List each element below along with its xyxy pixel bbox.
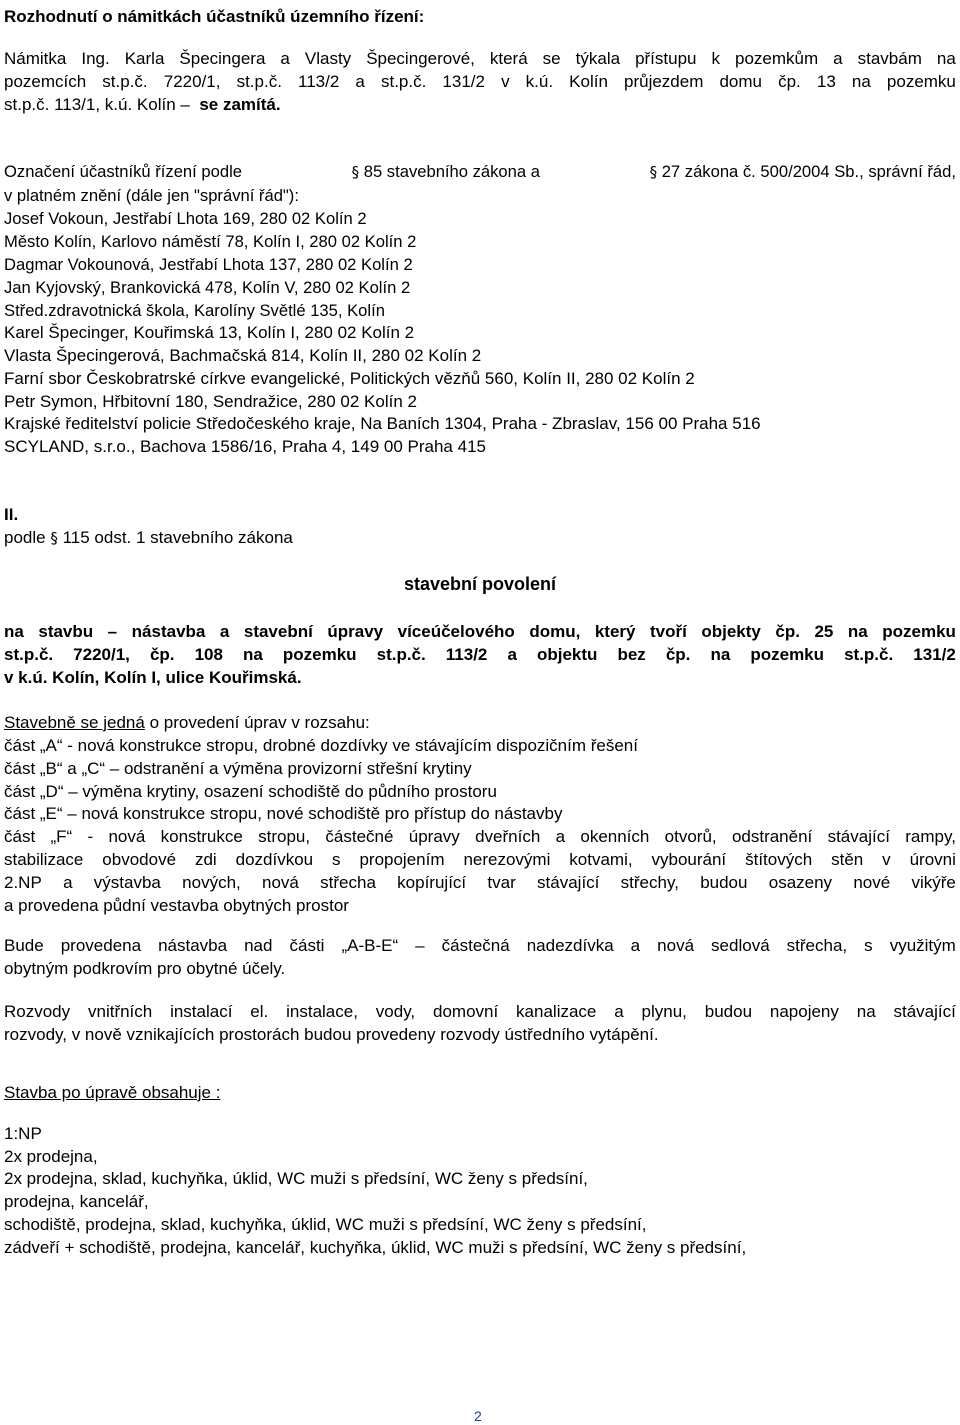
scope-part-f-3: 2.NP a výstavba nových, nová střecha kopírující tvar stávající střechy, budou osazeny nové vikýře <box>4 873 956 892</box>
contents-item: 2x prodejna, <box>4 1147 98 1166</box>
scope-part: část „E“ – nová konstrukce stropu, nové schodiště pro přístup do nástavby <box>4 804 563 823</box>
participant-item: Karel Špecinger, Kouřimská 13, Kolín I, 280 02 Kolín 2 <box>4 323 415 342</box>
contents-item: zádveří + schodiště, prodejna, kancelář, kuchyňka, úklid, WC muži s předsíní, WC ženy s předsíní, <box>4 1238 747 1257</box>
participant-item: Město Kolín, Karlovo náměstí 78, Kolín I, 280 02 Kolín 2 <box>4 232 417 251</box>
scope-part: část „D“ – výměna krytiny, osazení schodiště do půdního prostoru <box>4 782 497 801</box>
participant-item: Petr Symon, Hřbitovní 180, Sendražice, 280 02 Kolín 2 <box>4 392 417 411</box>
extension-line-1: Bude provedena nástavba nad části „A-B-E“ – částečná nadezdívka a nová sedlová střecha, s využitým <box>4 936 956 955</box>
contents-item: prodejna, kancelář, <box>4 1192 149 1211</box>
legal-basis-a: podle <box>4 528 46 547</box>
scope-intro-underlined: Stavebně se jedná <box>4 713 145 732</box>
legal-basis <box>4 527 293 549</box>
objection-line-1: Námitka Ing. Karla Špecingera a Vlasty Špecingerové, která se týkala přístupu k pozemkům a stavbám na <box>4 49 956 68</box>
objection-parcel: st.p.č. 113/1, k.ú. Kolín – <box>4 95 190 114</box>
section-sign-icon: § <box>351 163 360 181</box>
contents-item: schodiště, prodejna, sklad, kuchyňka, úklid, WC muži s předsíní, WC ženy s předsíní, <box>4 1215 647 1234</box>
participant-item: Dagmar Vokounová, Jestřabí Lhota 137, 280 02 Kolín 2 <box>4 255 413 274</box>
objection-verdict: se zamítá. <box>199 95 281 114</box>
participants-intro-2: v platném znění (dále jen "správní řád"): <box>4 186 299 205</box>
objection-line-3 <box>4 94 281 116</box>
scope-part-f-2: stabilizace obvodové zdi dozdívkou s propojením nerezovými kotvami, vybourání štítových stěn v úrovni <box>4 850 956 869</box>
scope-part: část „B“ a „C“ – odstranění a výměna provizorní střešní krytiny <box>4 759 472 778</box>
section-sign-icon: § <box>50 529 58 547</box>
scope-part-f-4: a provedena půdní vestavba obytných prostor <box>4 896 349 915</box>
participant-item: Krajské ředitelství policie Středočeského kraje, Na Baních 1304, Praha - Zbraslav, 156 00 Praha 516 <box>4 414 761 433</box>
participant-item: Střed.zdravotnická škola, Karolíny Světlé 135, Kolín <box>4 301 385 320</box>
participant-item: Vlasta Špecingerová, Bachmačská 814, Kolín II, 280 02 Kolín 2 <box>4 346 482 365</box>
scope-intro <box>4 712 370 734</box>
utilities-line-2: rozvody, v nově vznikajících prostorách budou provedeny rozvody ústředního vytápění. <box>4 1025 659 1044</box>
scope-part-f-1: část „F“ - nová konstrukce stropu, částečné úpravy dveřních a okenních otvorů, odstranění stávající rampy, <box>4 827 956 846</box>
contents-heading: Stavba po úpravě obsahuje : <box>4 1083 221 1102</box>
scope-part: část „A“ - nová konstrukce stropu, drobné dozdívky ve stávajícím dispozičním řešení <box>4 736 638 755</box>
participants-intro-a: Označení účastníků řízení podle <box>4 162 242 181</box>
participants-intro-c: 27 zákona č. 500/2004 Sb., správní řád, <box>661 162 956 181</box>
contents-item: 2x prodejna, sklad, kuchyňka, úklid, WC muži s předsíní, WC ženy s předsíní, <box>4 1169 588 1188</box>
participant-item: Josef Vokoun, Jestřabí Lhota 169, 280 02 Kolín 2 <box>4 209 367 228</box>
section-sign-icon: § <box>649 163 658 181</box>
permit-subject-1: na stavbu – nástavba a stavební úpravy víceúčelového domu, který tvoří objekty čp. 25 na pozemku <box>4 622 956 641</box>
decision-heading: Rozhodnutí o námitkách účastníků územního řízení: <box>4 7 425 26</box>
utilities-line-1: Rozvody vnitřních instalací el. instalace, vody, domovní kanalizace a plynu, budou napojeny na stávající <box>4 1002 956 1021</box>
objection-line-2: pozemcích st.p.č. 7220/1, st.p.č. 113/2 a st.p.č. 131/2 v k.ú. Kolín průjezdem domu čp. 13 na pozemku <box>4 72 956 91</box>
floor-label: 1:NP <box>4 1124 42 1143</box>
permit-title: stavební povolení <box>403 574 557 594</box>
participant-item: Farní sbor Českobratrské církve evangelické, Politických vězňů 560, Kolín II, 280 02 Kolín 2 <box>4 369 695 388</box>
extension-line-2: obytným podkrovím pro obytné účely. <box>4 959 286 978</box>
participants-intro <box>4 161 956 183</box>
participant-item: SCYLAND, s.r.o., Bachova 1586/16, Praha 4, 149 00 Praha 415 <box>4 437 486 456</box>
section-number: II. <box>4 505 19 524</box>
participants-intro-b: 85 stavebního zákona a <box>363 162 540 181</box>
legal-basis-b: 115 odst. 1 stavebního zákona <box>62 528 293 547</box>
scope-intro-rest: o provedení úprav v rozsahu: <box>144 713 370 732</box>
permit-subject-3: v k.ú. Kolín, Kolín I, ulice Kouřimská. <box>4 668 302 687</box>
page-number: 2 <box>474 1408 482 1424</box>
permit-subject-2: st.p.č. 7220/1, čp. 108 na pozemku st.p.č. 113/2 a objektu bez čp. na pozemku st.p.č. 131/2 <box>4 645 956 664</box>
participant-item: Jan Kyjovský, Brankovická 478, Kolín V, 280 02 Kolín 2 <box>4 278 411 297</box>
